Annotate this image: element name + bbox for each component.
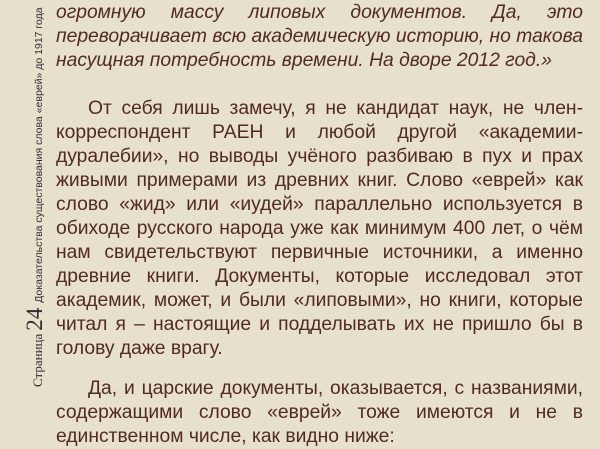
- document-title: Доказательства существования слова «еврей» до 1917 года: [33, 7, 45, 303]
- body-paragraph-2: Да, и царские документы, оказывается, с названиями, содержащими слово «еврей» тоже имеются и не в единственном числе, как видно ниже:: [56, 378, 583, 447]
- page-sidebar: [0, 0, 47, 423]
- body-paragraph-1: От себя лишь замечу, я не кандидат наук, не член-корреспондент РАЕН и любой другой «академии-дуралебии», но выводы учёного разбиваю в пух и прах живыми примерами из древних книг. Слово «еврей» как слово «жид» или «иудей» параллельно используется в обиходе русского народа уже как минимум 400 лет, о чём нам свидетельствуют первичные источники, а именно древние книги. Документы, которые исследовал этот академик, может, и были «липовыми», но книги, которые читал я – настоящие и подделывать их не пришло бы в голову даже врагу.: [56, 98, 583, 359]
- page-number: 24: [22, 307, 47, 331]
- page-body: [56, 0, 583, 449]
- running-header: [22, 7, 48, 387]
- page-label: Страница: [30, 333, 45, 387]
- quote-paragraph: огромную массу липовых документов. Да, это переворачивает всю академическую историю, но такова насущная потребность времени. На дворе 2012 год.»: [56, 2, 583, 71]
